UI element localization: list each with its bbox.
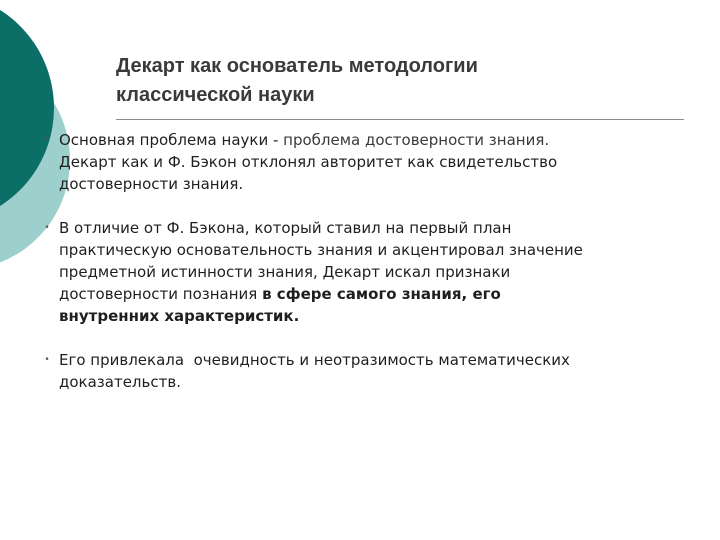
bullet-2-line-5 (59, 305, 692, 327)
bullet-2-line-3: предметной истинности знания, Декарт искал признаки (59, 263, 511, 281)
title-divider (116, 119, 684, 120)
bullet-1-highlight: проблема достоверности знания. (283, 131, 550, 149)
bullet-1-line-3: достоверности знания. (59, 175, 244, 193)
bullet-marker: • (44, 223, 50, 233)
slide-title (116, 52, 676, 110)
bullet-3-line-2: доказательств. (59, 373, 181, 391)
bullet-1-text: Основная проблема науки - (59, 131, 284, 149)
bullet-1-line-1 (59, 129, 692, 151)
title-line-1: Декарт как основатель методологии (116, 55, 478, 77)
title-line-2: классической науки (116, 84, 315, 106)
bullet-2-line-4 (59, 283, 692, 305)
bullet-2-bold: в сфере самого знания, его (262, 285, 501, 303)
bullet-item-3 (42, 349, 692, 393)
bullet-marker: • (44, 135, 50, 145)
bullet-item-1 (42, 129, 692, 195)
bullet-2-line-2: практическую основательность знания и акцентировал значение (59, 241, 583, 259)
bullet-item-2 (42, 217, 692, 327)
bullet-list (42, 129, 692, 393)
bullet-marker: • (44, 355, 50, 365)
bullet-2-text: достоверности познания (59, 285, 263, 303)
bullet-3-line-1: Его привлекала очевидность и неотразимость математических (59, 351, 570, 369)
bullet-2-bold-end: внутренних характеристик. (59, 307, 300, 325)
bullet-1-line-2: Декарт как и Ф. Бэкон отклонял авторитет как свидетельство (59, 153, 558, 171)
bullet-2-line-1: В отличие от Ф. Бэкона, который ставил на первый план (59, 219, 512, 237)
